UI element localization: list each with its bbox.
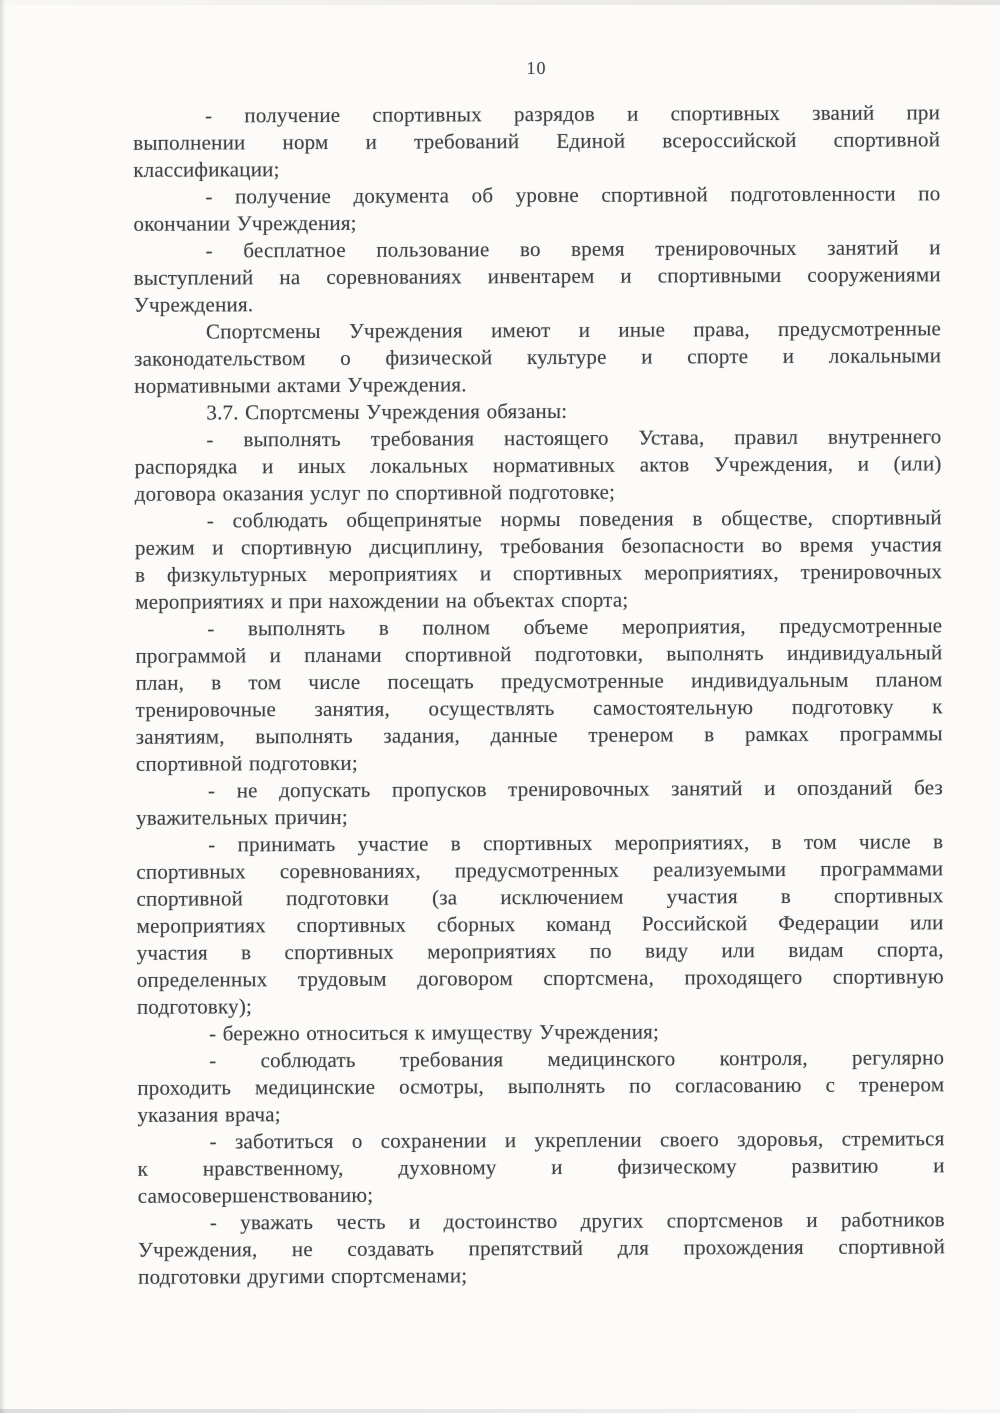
text-line: уважительных причин; (136, 804, 348, 830)
text-line: - уважать честь и достоинство других спортсменов и работников (209, 1207, 945, 1235)
text-line: проходить медицинские осмотры, выполнять по согласованию с тренером (137, 1072, 945, 1100)
text-line: законодательством о физической культуре и спорте и локальными (134, 343, 942, 371)
text-line: - бесплатное пользование во время тренировочных занятий и (205, 235, 941, 263)
text-line: - соблюдать общепринятые нормы поведения в обществе, спортивный (206, 505, 942, 533)
text-line: к нравственному, духовному и физическому развитию и (137, 1153, 945, 1181)
text-line: режим и спортивную дисциплину, требования безопасности во время участия (134, 532, 942, 560)
text-line: Спортсмены Учреждения имеют и иные права, предусмотренные (205, 316, 942, 344)
text-line: спортивных соревнованиях, предусмотренных реализуемыми программами (136, 856, 944, 884)
paragraph (134, 234, 941, 319)
text-line: - заботиться о сохранении и укреплении своего здоровья, стремиться (209, 1126, 945, 1154)
text-line: Учреждения, не создавать препятствий для прохождения спортивной (137, 1234, 946, 1262)
text-line: Учреждения. (133, 292, 254, 317)
paragraph (135, 504, 942, 616)
page-number: 10 (526, 58, 547, 78)
paragraph (138, 1206, 945, 1291)
text-line: тренировочные занятия, осуществлять самостоятельную подготовку к (135, 694, 943, 722)
text-line: окончании Учреждения; (133, 210, 357, 236)
text-line: - выполнять в полном объеме мероприятия, предусмотренные (207, 613, 943, 641)
text-line: указания врача; (137, 1102, 281, 1127)
text-line: программой и планами спортивной подготовки, выполнять индивидуальный (135, 640, 943, 668)
text-line: договора оказания услуг по спортивной подготовке; (134, 479, 616, 506)
paragraph (134, 423, 941, 508)
paragraph (134, 396, 941, 427)
paragraph (137, 1125, 944, 1210)
text-line: самосовершенствованию; (137, 1182, 374, 1208)
paragraph (134, 315, 941, 400)
paragraph (136, 828, 944, 1021)
text-line: мероприятиях спортивных сборных команд Российской Федерации или (136, 910, 944, 938)
text-line: - не допускать пропусков тренировочных занятий и опозданий без (207, 775, 944, 803)
text-line: - принимать участие в спортивных мероприятиях, в том числе в (208, 829, 944, 857)
text-line: нормативными актами Учреждения. (134, 372, 467, 398)
paragraph (137, 1017, 944, 1048)
text-line: в физкультурных мероприятиях и спортивных мероприятиях, тренировочных (135, 559, 943, 587)
paragraph (136, 774, 943, 832)
text-line: спортивной подготовки (за исключением участия в спортивных (136, 883, 944, 911)
text-line: спортивной подготовки; (135, 750, 358, 776)
text-line: определенных трудовым договором спортсмена, проходящего спортивную (136, 964, 944, 992)
text-line: выполнении норм и требований Единой всероссийской спортивной (133, 127, 941, 155)
paragraph (137, 1044, 944, 1129)
scan-edge-bottom (0, 1409, 1000, 1413)
text-line: - бережно относиться к имуществу Учреждения; (209, 1019, 660, 1046)
scan-edge-left (0, 0, 7, 1413)
text-line: классификации; (133, 157, 280, 182)
text-line: выступлений на соревнованиях инвентарем и спортивными сооружениями (133, 262, 941, 290)
text-line: план, в том числе посещать предусмотренные индивидуальным планом (135, 667, 943, 695)
text-line: участия в спортивных мероприятиях по виду или видам спорта, (136, 937, 944, 965)
text-line: - получение документа об уровне спортивной подготовленности по (205, 181, 941, 209)
text-line: распорядка и иных локальных нормативных актов Учреждения, и (или) (134, 451, 942, 479)
text-line: - соблюдать требования медицинского контроля, регулярно (209, 1045, 945, 1073)
text-line: - получение спортивных разрядов и спортивных званий при (205, 100, 941, 128)
scan-edge-top (0, 0, 1000, 5)
text-line: 3.7. Спортсмены Учреждения обязаны: (206, 398, 568, 425)
text-line: подготовки другими спортсменами; (138, 1263, 468, 1289)
paragraph (133, 99, 940, 184)
text-line: занятиям, выполнять задания, данные тренером в рамках программы (135, 721, 943, 749)
text-line: мероприятиях и при нахождении на объектах спорта; (135, 587, 629, 614)
text-block (133, 99, 945, 1291)
text-line: - выполнять требования настоящего Устава, правил внутреннего (206, 424, 942, 452)
paragraph (133, 180, 940, 238)
paragraph (135, 612, 943, 778)
text-line: подготовку); (136, 994, 253, 1019)
